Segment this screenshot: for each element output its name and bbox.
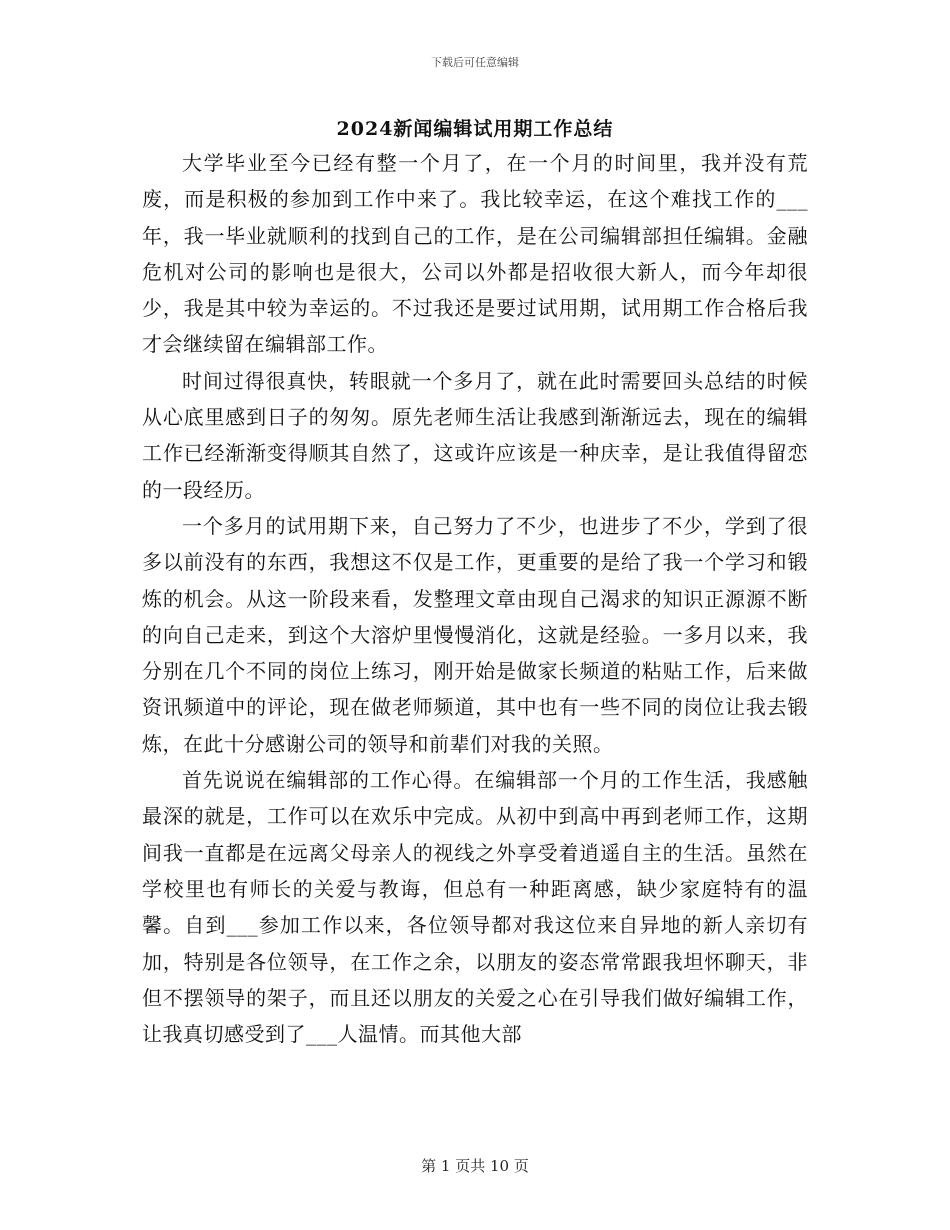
paragraph: 时间过得很真快，转眼就一个多月了，就在此时需要回头总结的时候从心底里感到日子的匆匆。原先老师生活让我感到渐渐远去，现在的编辑工作已经渐渐变得顺其自然了，这或许应该是一种庆幸，是让我值得留恋的一段经历。 bbox=[142, 368, 808, 502]
paragraph: 首先说说在编辑部的工作心得。在编辑部一个月的工作生活，我感触最深的就是，工作可以在欢乐中完成。从初中到高中再到老师工作，这期间我一直都是在远离父母亲人的视线之外享受着逍遥自主的生活。虽然在学校里也有师长的关爱与教诲，但总有一种距离感，缺少家庭特有的温馨。自到___参加工作以来，各位领导都对我这位来自异地的新人亲切有加，特别是各位领导，在工作之余，以朋友的姿态常常跟我坦怀聊天，非但不摆领导的架子，而且还以朋友的关爱之心在引导我们做好编辑工作，让我真切感受到了___人温情。而其他大部 bbox=[142, 768, 808, 1047]
paragraph: 大学毕业至今已经有整一个月了，在一个月的时间里，我并没有荒废，而是积极的参加到工作中来了。我比较幸运，在这个难找工作的___年，我一毕业就顺利的找到自己的工作，是在公司编辑部担任编辑。金融危机对公司的影响也是很大，公司以外都是招收很大新人，而今年却很少，我是其中较为幸运的。不过我还是要过试用期，试用期工作合格后我才会继续留在编辑部工作。 bbox=[142, 151, 808, 357]
document-title: 2024新闻编辑试用期工作总结 bbox=[336, 118, 614, 140]
header-note: 下载后可任意编辑 bbox=[431, 56, 519, 69]
document-body bbox=[142, 145, 808, 1052]
paragraph: 一个多月的试用期下来，自己努力了不少，也进步了不少，学到了很多以前没有的东西，我想这不仅是工作，更重要的是给了我一个学习和锻炼的机会。从这一阶段来看，发整理文章由现自己渴求的知识正源源不断的向自己走来，到这个大溶炉里慢慢消化，这就是经验。一多月以来，我分别在几个不同的岗位上练习，刚开始是做家长频道的粘贴工作，后来做资讯频道中的评论，现在做老师频道，其中也有一些不同的岗位让我去锻炼，在此十分感谢公司的领导和前辈们对我的关照。 bbox=[142, 513, 808, 756]
page-footer: 第 1 页共 10 页 bbox=[421, 1157, 529, 1175]
